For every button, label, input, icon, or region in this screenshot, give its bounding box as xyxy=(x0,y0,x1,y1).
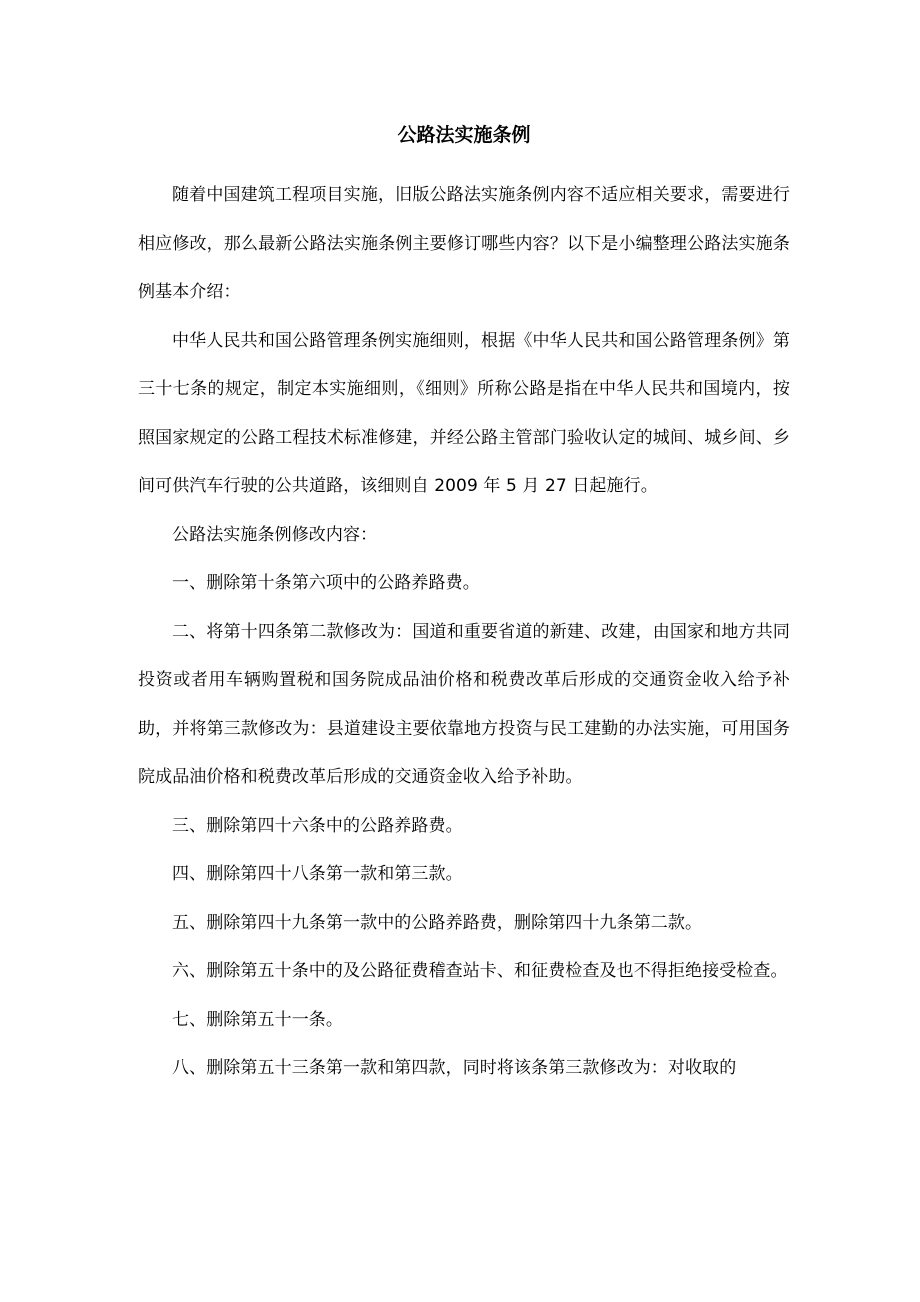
paragraph-item-4: 四、删除第四十八条第一款和第三款。 xyxy=(172,864,463,884)
paragraph-item-8: 八、删除第五十三条第一款和第四款，同时将该条第三款修改为：对收取的 xyxy=(172,1058,737,1078)
document-body xyxy=(138,171,790,1093)
document-title: 公路法实施条例 xyxy=(397,124,531,146)
paragraph-item-3: 三、删除第四十六条中的公路养路费。 xyxy=(172,815,463,836)
paragraph-item-1: 一、删除第十条第六项中的公路养路费。 xyxy=(172,573,480,593)
paragraph-item-6: 六、删除第五十条中的及公路征费稽查站卡、和征费检查及也不得拒绝接受检查。 xyxy=(172,961,788,981)
paragraph-intro: 随着中国建筑工程项目实施，旧版公路法实施条例内容不适应相关要求，需要进行相应修改，那么最新公路法实施条例主要修订哪些内容？以下是小编整理公路法实施条例基本介绍： xyxy=(138,185,790,302)
paragraph-regulation-details: 中华人民共和国公路管理条例实施细则，根据《中华人民共和国公路管理条例》第三十七条的规定，制定本实施细则，《细则》所称公路是指在中华人民共和国境内，按照国家规定的公路工程技术标准修建，并经公路主管部门验收认定的城间、城乡间、乡间可供汽车行驶的公共道路，该细则自 2009 年 5 月 27 日起施行。 xyxy=(138,330,790,496)
paragraph-item-5: 五、删除第四十九条第一款中的公路养路费，删除第四十九条第二款。 xyxy=(172,912,703,933)
paragraph-item-2: 二、将第十四条第二款修改为：国道和重要省道的新建、改建，由国家和地方共同投资或者用车辆购置税和国务院成品油价格和税费改革后形成的交通资金收入给予补助，并将第三款修改为：县道建设主要依靠地方投资与民工建勤的办法实施，可用国务院成品油价格和税费改革后形成的交通资金收入给予补助。 xyxy=(138,621,790,787)
paragraph-item-7: 七、删除第五十一条。 xyxy=(172,1009,343,1030)
paragraph-amendments-heading: 公路法实施条例修改内容： xyxy=(172,524,378,545)
